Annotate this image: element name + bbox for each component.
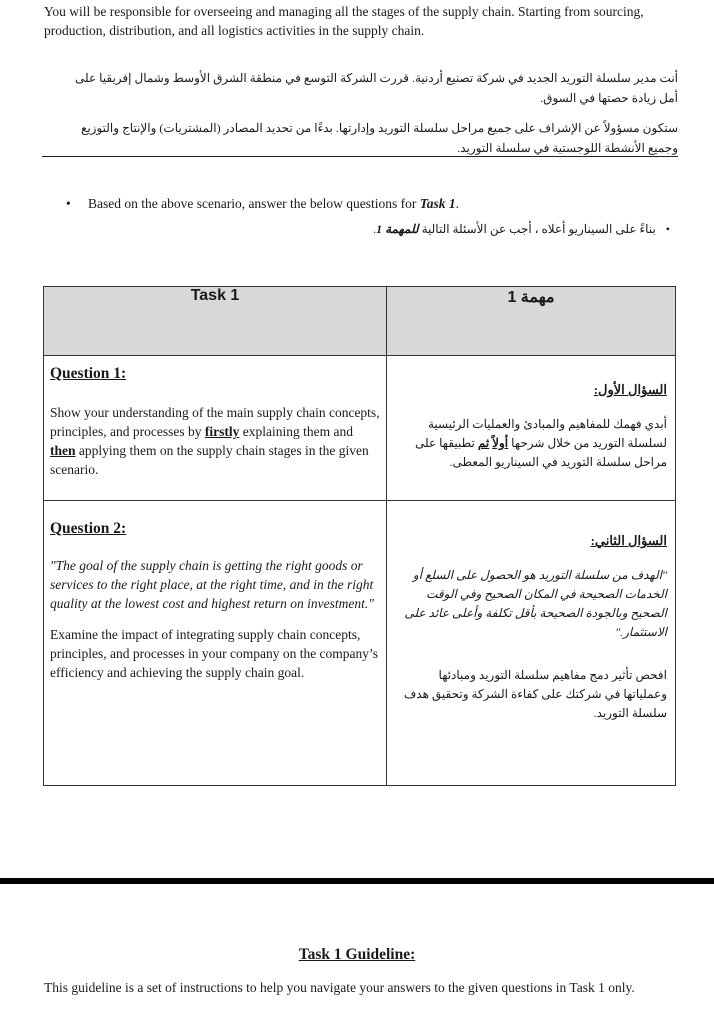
header-cell-arabic bbox=[387, 287, 676, 356]
question-1-then-arabic: ثم bbox=[477, 436, 490, 450]
guideline-text: This guideline is a set of instructions to help you navigate your answers to the given questions in Task 1 only. bbox=[44, 980, 635, 995]
question-2-text-arabic: افحص تأثير دمج مفاهيم سلسلة التوريد ومبادئها وعملياتها في شركتك على كفاءة الشركة وتحقيق هدف سلسلة التوريد. bbox=[403, 668, 667, 720]
question-1-then: then bbox=[50, 443, 76, 458]
question-1-title: Question 1: bbox=[50, 365, 127, 382]
task-title-english: Task 1 bbox=[190, 287, 240, 304]
instruction-bullet-arabic bbox=[340, 222, 670, 237]
instruction-suffix: . bbox=[455, 196, 460, 211]
question-1-text-arabic-a: أبدي فهمك للمفاهيم والمبادئ والعمليات الرئيسية لسلسلة التوريد من خلال شرحها bbox=[427, 417, 667, 450]
guideline-title: Task 1 Guideline: bbox=[298, 946, 416, 963]
instruction-text-arabic: بناءً على السيناريو أعلاه ، أجب عن الأسئلة التالية bbox=[418, 222, 656, 236]
scenario-intro-english: You will be responsible for overseeing and managing all the stages of the supply chain. Starting from sourcing, production, distribution, and all logistics activities in the supply chain. bbox=[44, 4, 644, 38]
question-1-cell-english bbox=[44, 356, 387, 501]
instruction-text: Based on the above scenario, answer the below questions for bbox=[88, 196, 420, 211]
task-table-header bbox=[44, 287, 676, 356]
page-break-bar bbox=[0, 878, 714, 884]
question-2-text: Examine the impact of integrating supply chain concepts, principles, and processes in your company on the company’s efficiency and achieving the supply chain goal. bbox=[50, 627, 379, 680]
question-2-cell-arabic bbox=[387, 501, 676, 786]
section-divider bbox=[42, 156, 678, 157]
question-1-text-b: explaining them and bbox=[239, 424, 353, 439]
question-1-row bbox=[44, 356, 676, 501]
scenario-paragraph-arabic-2: ستكون مسؤولاً عن الإشراف على جميع مراحل سلسلة التوريد وإدارتها. بدءًا من تحديد المصادر (المشتريات) والإنتاج والتوزيع وجميع الأنشطة اللوجستية في سلسلة التوريد. bbox=[80, 121, 678, 155]
question-2-title-arabic: السؤال الثاني: bbox=[590, 533, 667, 548]
question-1-title-arabic: السؤال الأول: bbox=[593, 382, 667, 397]
instruction-task-ref: Task 1 bbox=[419, 196, 456, 211]
question-1-cell-arabic bbox=[387, 356, 676, 501]
instruction-task-ref-arabic: للمهمة 1 bbox=[376, 222, 419, 236]
scenario-paragraph-arabic-1: أنت مدير سلسلة التوريد الجديد في شركة تصنيع أردنية. قررت الشركة التوسع في منطقة الشرق الأوسط وشمال إفريقيا على أمل زيادة حصتها في السوق. bbox=[74, 71, 678, 105]
question-2-title: Question 2: bbox=[50, 520, 127, 537]
header-cell-english bbox=[44, 287, 387, 356]
question-2-quote: "The goal of the supply chain is getting the right goods or services to the right place, at the right time, and in the right quality at the lowest cost and highest return on investment." bbox=[50, 558, 374, 611]
task-table bbox=[43, 286, 676, 786]
question-1-text-c: applying them on the supply chain stages in the given scenario. bbox=[50, 443, 369, 477]
question-1-first-arabic: أولاً bbox=[492, 436, 509, 450]
question-2-row bbox=[44, 501, 676, 786]
instruction-suffix-arabic: . bbox=[373, 222, 377, 236]
bullet-dot-icon: • bbox=[66, 196, 71, 211]
question-1-firstly: firstly bbox=[204, 424, 240, 439]
question-2-quote-arabic: "الهدف من سلسلة التوريد هو الحصول على السلع أو الخدمات الصحيحة في المكان الصحيح وفي الوقت الصحيح وبالجودة الصحيحة بأقل تكلفة وأعلى عائد على الاستثمار." bbox=[404, 568, 667, 639]
bullet-dot-icon: • bbox=[665, 222, 670, 236]
task-title-arabic: مهمة 1 bbox=[507, 289, 555, 306]
question-2-cell-english bbox=[44, 501, 387, 786]
question-1-text-arabic-c: تطبيقها على مراحل سلسلة التوريد في السيناريو المعطى. bbox=[415, 436, 667, 469]
question-1-text-a: Show your understanding of the main supply chain concepts, principles, and processes by bbox=[50, 405, 380, 439]
